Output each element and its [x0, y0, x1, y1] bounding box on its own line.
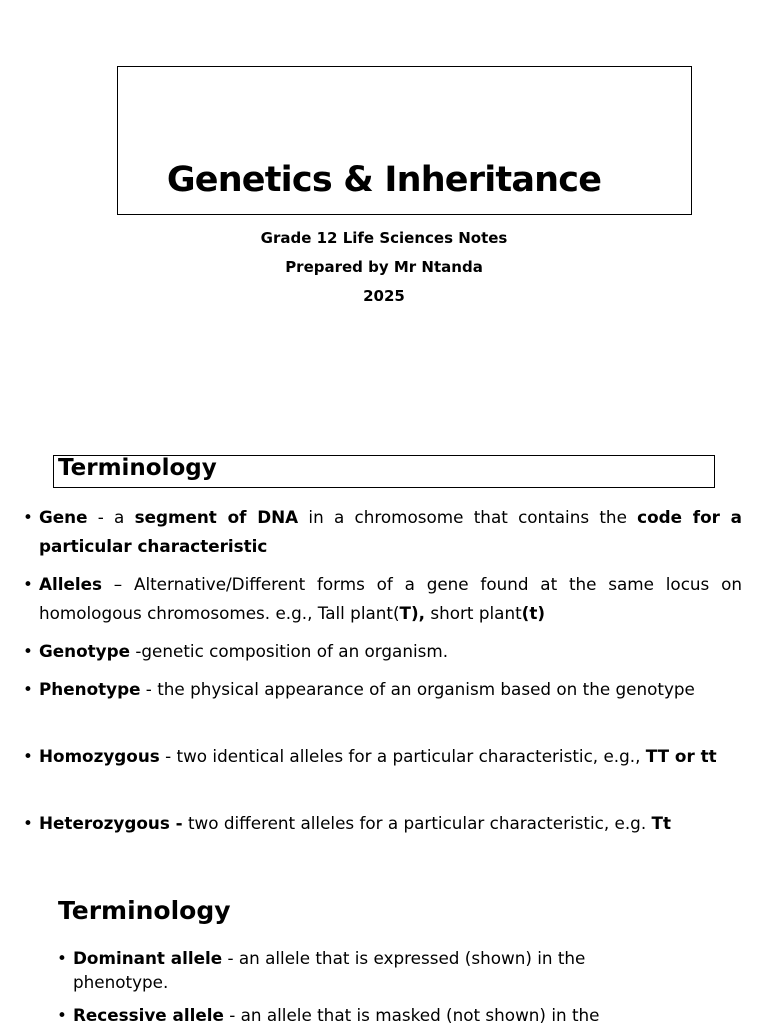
- bullet-icon: •: [57, 948, 67, 968]
- subtitle-author: Prepared by Mr Ntanda: [285, 258, 483, 276]
- bullet-icon: •: [23, 813, 33, 833]
- bullet-icon: •: [23, 746, 33, 766]
- list-item-heterozygous: • Heterozygous - two different alleles for a particular characteristic, e.g. Tt: [39, 809, 742, 838]
- section-heading-terminology-2: Terminology: [58, 896, 231, 925]
- list-item-homozygous: • Homozygous - two identical alleles for a particular characteristic, e.g., TT or tt: [39, 742, 742, 771]
- bullet-icon: •: [57, 1005, 67, 1025]
- list-item-phenotype: • Phenotype - the physical appearance of an organism based on the genotype: [39, 675, 742, 704]
- section-heading-terminology: Terminology: [58, 455, 217, 481]
- bullet-icon: •: [23, 641, 33, 661]
- list-item-dominant-allele: • Dominant allele - an allele that is expressed (shown) in the phenotype.: [57, 948, 586, 992]
- list-item-genotype: • Genotype -genetic composition of an organism.: [39, 637, 742, 666]
- list-item-alleles: • Alleles – Alternative/Different forms of a gene found at the same locus on homologous chromosomes. e.g., Tall plant(T), short plant(t): [39, 570, 742, 628]
- subtitle-year: 2025: [363, 287, 405, 305]
- bullet-icon: •: [23, 507, 33, 527]
- subtitle-course: Grade 12 Life Sciences Notes: [260, 229, 508, 247]
- list-item-gene: • Gene - a segment of DNA in a chromosome that contains the code for a particular characteristic: [39, 503, 742, 561]
- page-title: Genetics & Inheritance: [166, 160, 602, 200]
- bullet-icon: •: [23, 574, 33, 594]
- bullet-icon: •: [23, 679, 33, 699]
- list-item-recessive-allele: • Recessive allele - an allele that is masked (not shown) in the: [57, 1005, 600, 1025]
